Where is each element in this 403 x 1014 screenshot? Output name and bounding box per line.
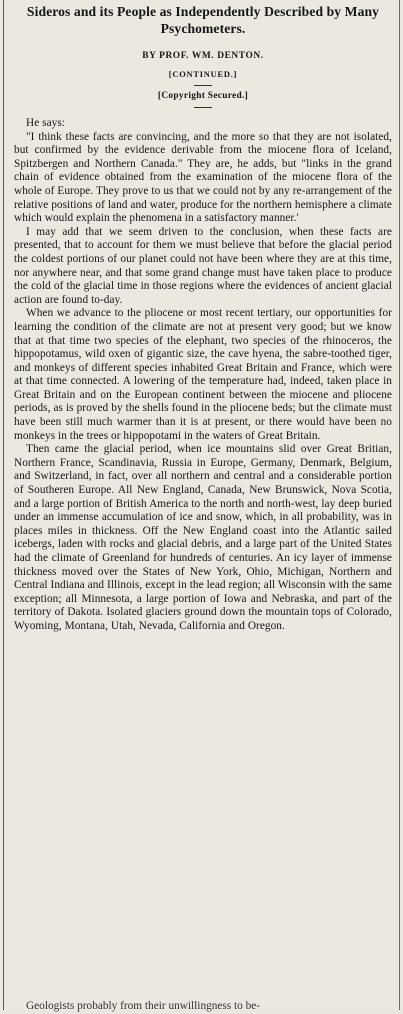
paragraph-cut-off: Geologists probably from their unwillingness to be- bbox=[26, 1000, 261, 1013]
copyright-notice: [Copyright Secured.] bbox=[157, 91, 249, 101]
paragraph: "I think these facts are convincing, and the more so that they are not isolated, but confirmed by the evidence derivable from the miocene flora of Iceland, Spitzbergen and Northern Canada." They are, he adds, but "links in the grand chain of evidence obtained from the examination of the miocene flora of the whole of Europe. They prove to us that we could not by any re-arrangement of the relative positions of land and water, produce for the northern hemisphere a climate which would explain the phenomena in a satisfactory manner.' bbox=[14, 130, 392, 225]
article-body bbox=[14, 117, 392, 634]
paragraph: I may add that we seem driven to the conclusion, when these facts are presented, that to account for them we must believe that before the glacial period the coldest portions of our planet could not have been where they are at this time, nor anywhere near, and that some grand change must have taken place to produce the cold of the glacial time in those regions where the evidences of ancient glacial action are found to-day. bbox=[14, 225, 392, 306]
paragraph: Then came the glacial period, when ice mountains slid over Great Britian, Northern France, Scandinavia, Russia in Europe, Germany, Denmark, Belgium, and Switzerland, in fact, over all northern and central and a considerable portion of Southeren Europe. All New England, Canada, New Brunswick, Nova Scotia, and a large portion of British America to the north and north-west, lay deep buried under an immense accumulation of ice and snow, which, in all probability, was in places miles in thickness. Off the New England coast into the Atlantic sailed icebergs, laden with rocks and glacial debris, and a large part of the United States had the climate of Greenland for hundreds of centuries. An icy layer of immense thickness moved over the States of New York, Ohio, Michigan, Northern and Central Indiana and Illinois, except in the lead region; all Wisconsin with the same exception; all Minnesota, a large portion of Iowa and Nebraska, and part of the territory of Dakota. Isolated glaciers ground down the mountain tops of Colorado, Wyoming, Montana, Utah, Nevada, California and Oregon. bbox=[14, 443, 392, 632]
divider bbox=[194, 107, 212, 108]
continued-notice: [CONTINUED.] bbox=[168, 70, 238, 79]
divider bbox=[194, 85, 212, 86]
paragraph: He says: bbox=[26, 117, 65, 129]
column-rule-left bbox=[3, 0, 4, 1010]
article-headline: Sideros and its People as Independently Described by Many Psychometers. bbox=[26, 4, 380, 36]
paragraph: When we advance to the pliocene or most recent tertiary, our opportunities for learning the condition of the climate are not at present very good; but we know that at that time two species of the elephant, two species of the rhinoceros, the hippopotamus, wild oxen of gigantic size, the cave hyena, the sabre-toothed tiger, and monkeys of different species inhabited Great Britain and France, which were at that time connected. A lowering of the temperature had, indeed, taken place in Great Britain and on the European continent between the miocene and pliocene periods, as is proved by the shells found in the pliocene beds; but the climate must have been still much warmer than it is at present, or there would have been no monkeys in the trees or hippopotami in the waters of Great Britain. bbox=[14, 307, 392, 442]
column-rule-right bbox=[399, 0, 400, 1010]
article-byline: BY PROF. WM. DENTON. bbox=[142, 51, 264, 61]
article bbox=[14, 3, 392, 634]
